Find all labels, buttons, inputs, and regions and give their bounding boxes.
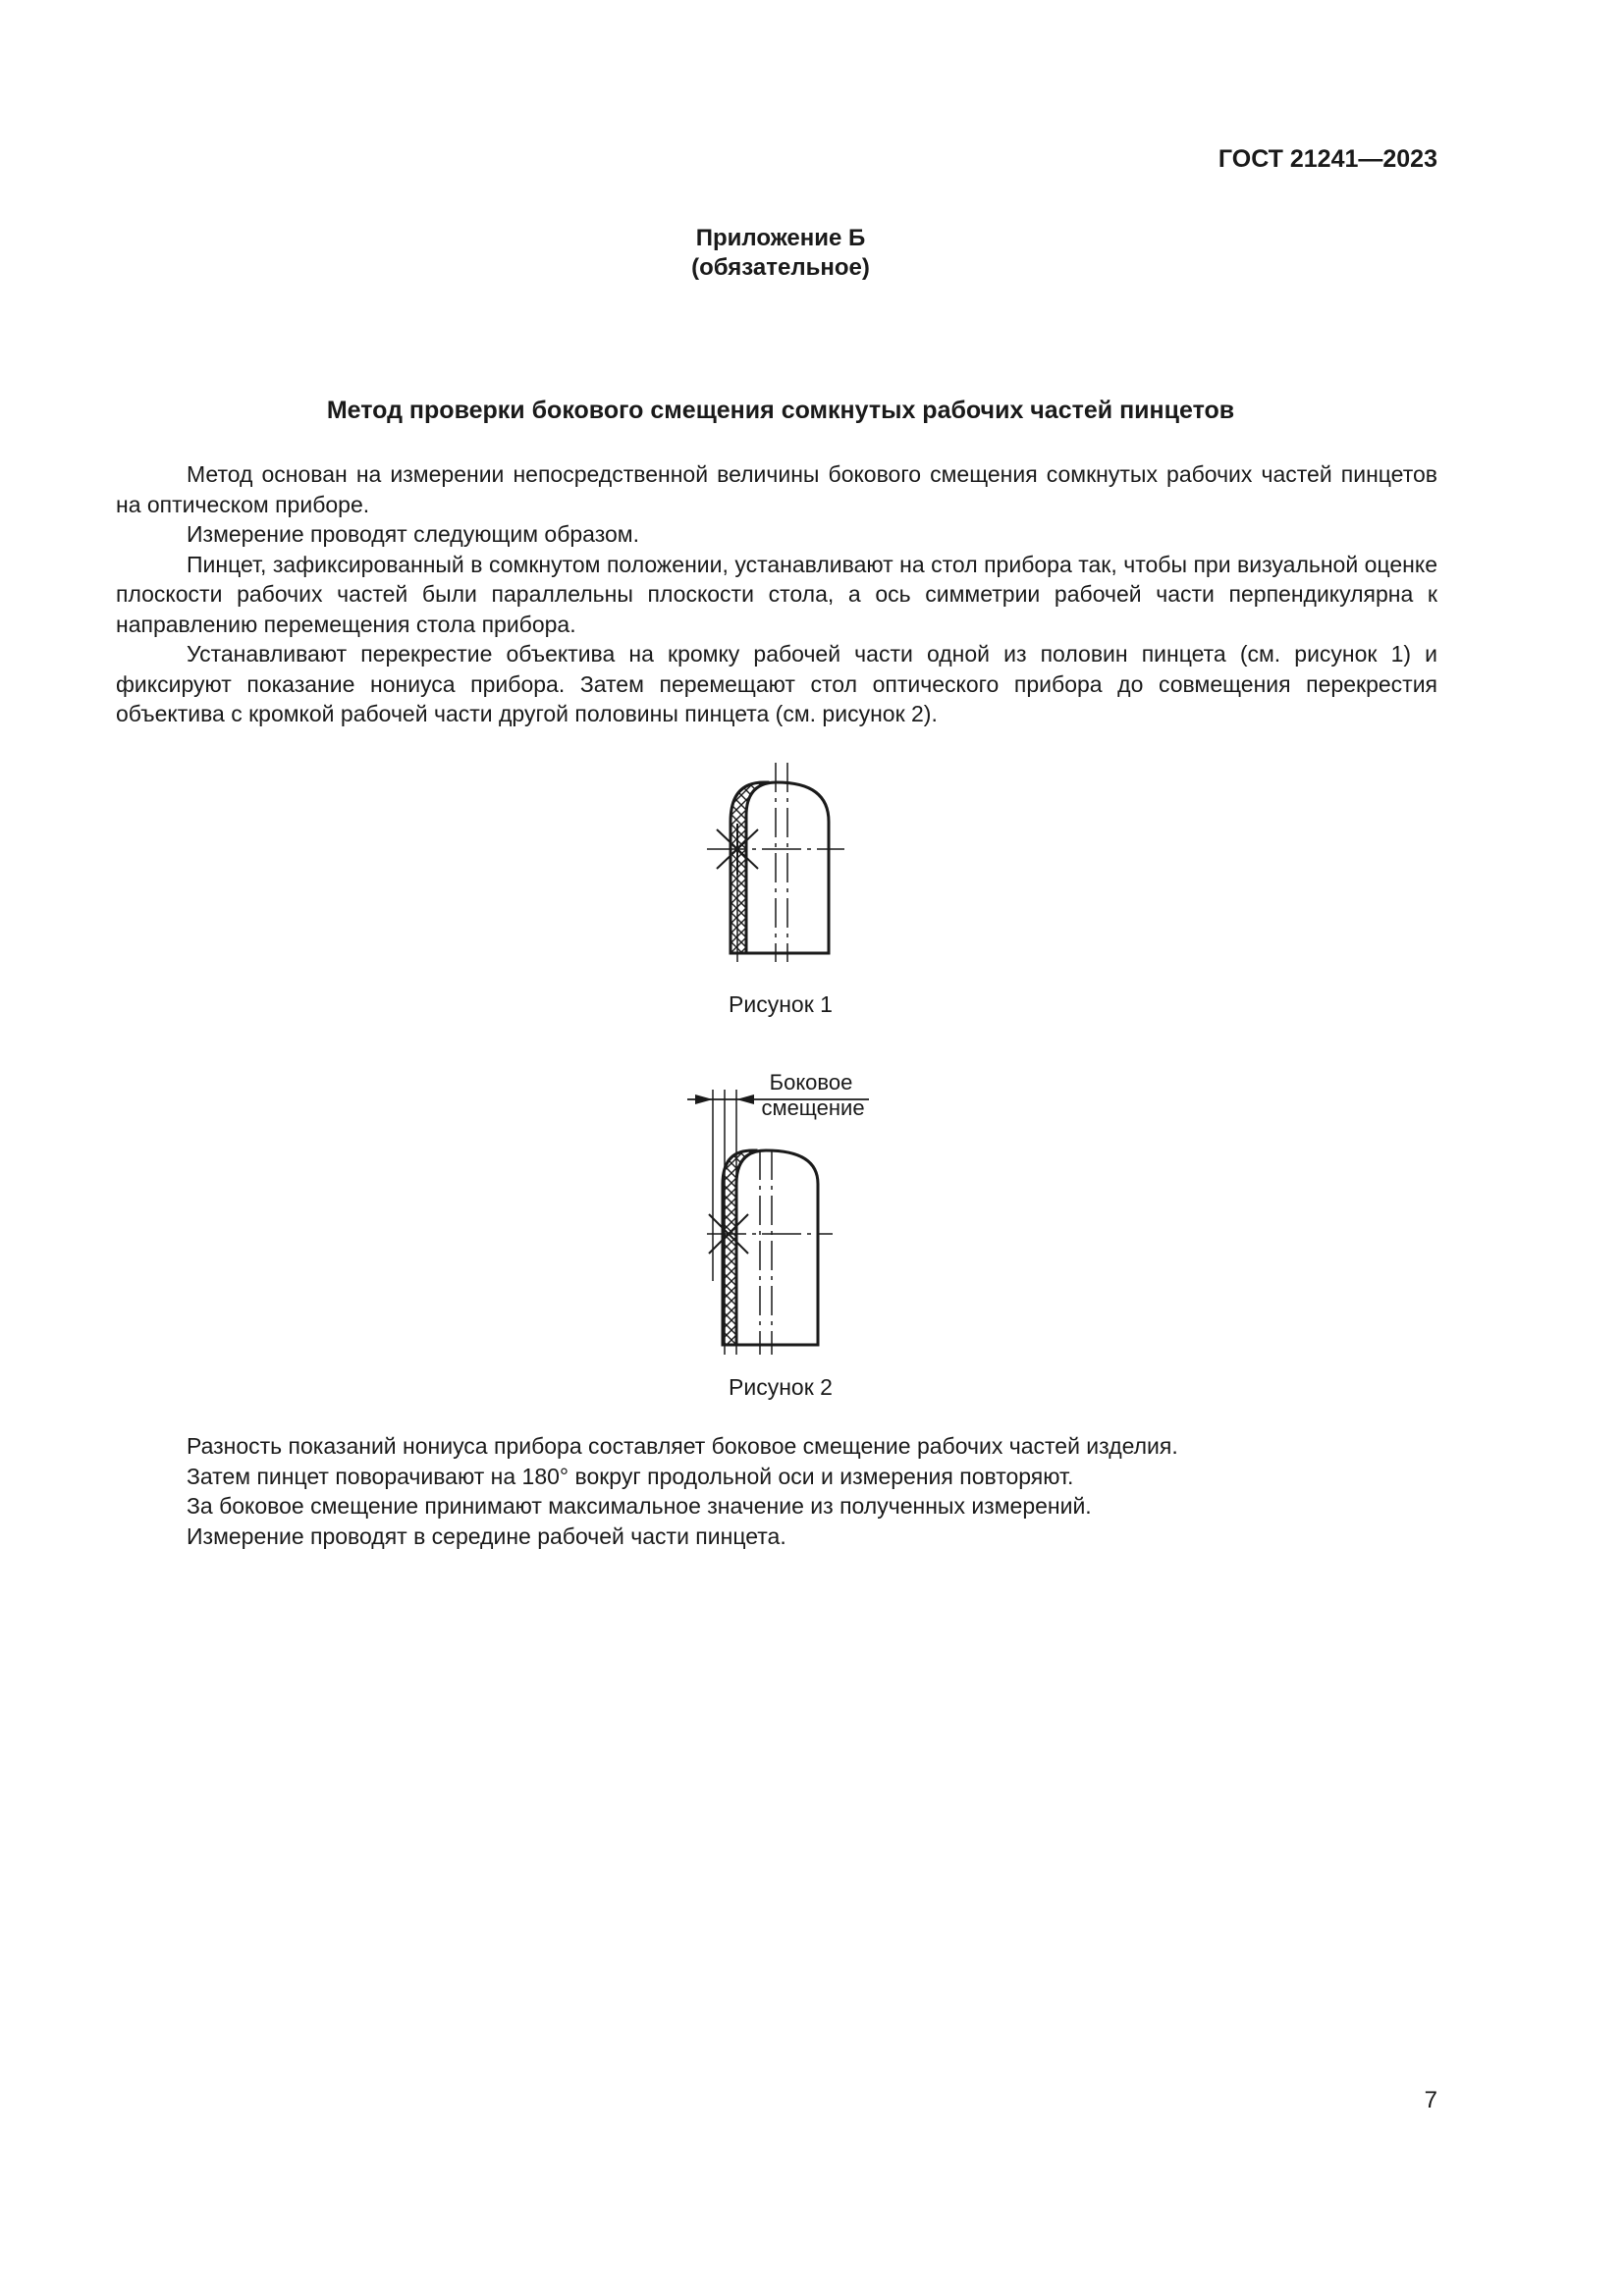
arrow-left-icon [736, 1095, 754, 1104]
tweezer-half-front [736, 1150, 818, 1345]
method-description [116, 459, 1437, 729]
method-conclusion [187, 1431, 1443, 1551]
document-number: ГОСТ 21241—2023 [1218, 145, 1437, 173]
figure-1-drawing [707, 761, 854, 962]
arrow-right-icon [695, 1095, 713, 1104]
dimension-label: Боковое [769, 1070, 853, 1095]
paragraph: Затем пинцет поворачивают на 180° вокруг продольной оси и измерения повторяют. [187, 1463, 1074, 1489]
figure-2-drawing [687, 1070, 884, 1355]
appendix-status: (обязательное) [691, 254, 870, 281]
section-title: Метод проверки бокового смещения сомкнутых рабочих частей пинцетов [326, 397, 1235, 424]
paragraph: Измерение проводят в середине рабочей части пинцета. [187, 1522, 786, 1549]
appendix-heading [0, 224, 1561, 283]
paragraph: Измерение проводят следующим образом. [187, 521, 639, 547]
page-number: 7 [1424, 2087, 1437, 2113]
paragraph: Метод основан на измерении непосредственной величины бокового смещения сомкнутых рабочих частей пинцетов на оптическом приборе. [116, 461, 1437, 517]
paragraph: Пинцет, зафиксированный в сомкнутом положении, устанавливают на стол прибора так, чтобы при визуальной оценке плоскости рабочих частей были параллельны плоскости стола, а ось симметрии рабочей части перпендикулярна к направлению перемещения стола прибора. [116, 551, 1437, 637]
figure-1-caption: Рисунок 1 [729, 991, 833, 1017]
paragraph: Устанавливают перекрестие объектива на кромку рабочей части одной из половин пинцета (см. рисунок 1) и фиксируют показание нониуса прибора. Затем перемещают стол оптического прибора до совмещения перекрестия объектива с кромкой рабочей части другой половины пинцета (см. рисунок 2). [116, 641, 1437, 726]
paragraph: За боковое смещение принимают максимальное значение из полученных измерений. [187, 1493, 1092, 1519]
paragraph: Разность показаний нониуса прибора составляет боковое смещение рабочих частей изделия. [187, 1433, 1178, 1459]
dimension-label: смещение [761, 1095, 865, 1120]
figure-2-caption: Рисунок 2 [729, 1374, 833, 1400]
appendix-title: Приложение Б [695, 225, 866, 251]
